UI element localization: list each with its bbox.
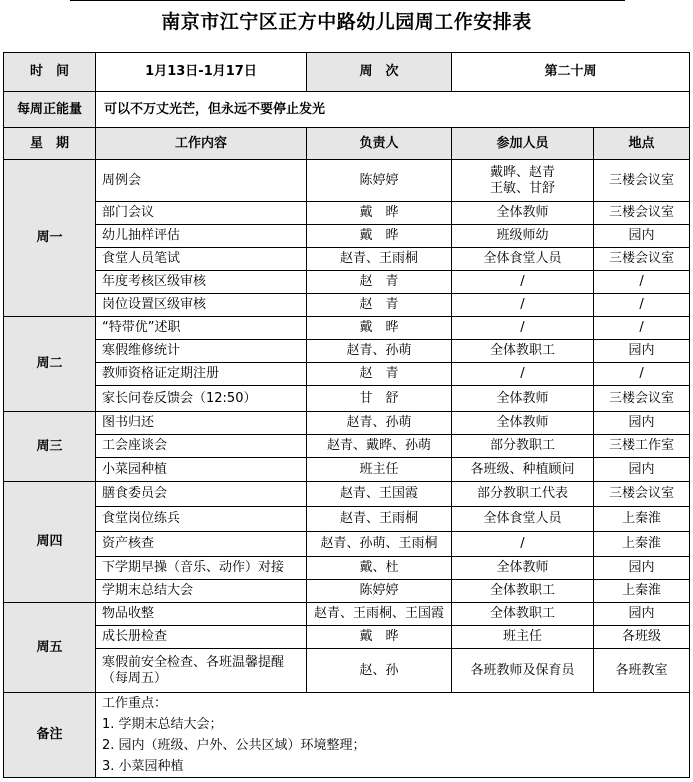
- task-owner: 赵青、王雨桐、王国霞: [307, 603, 452, 626]
- table-row: [4, 386, 690, 412]
- task-content: 周例会: [96, 160, 307, 202]
- task-owner: 戴 晔: [307, 317, 452, 340]
- task-content: 家长问卷反馈会（12:50）: [96, 386, 307, 412]
- notes-row: [4, 693, 690, 778]
- task-location: /: [594, 271, 690, 294]
- time-label: 时 间: [4, 53, 96, 92]
- task-participants: 全体教师: [452, 386, 594, 412]
- task-participants: 全体教职工: [452, 580, 594, 603]
- task-location: 各班级: [594, 626, 690, 649]
- day-label: 周二: [4, 317, 96, 412]
- task-participants: 部分教职工: [452, 435, 594, 458]
- table-row: [4, 649, 690, 693]
- task-location: 园内: [594, 340, 690, 363]
- week-label: 周 次: [307, 53, 452, 92]
- table-row: [4, 363, 690, 386]
- task-owner: 赵青、王雨桐: [307, 507, 452, 532]
- table-row: [4, 532, 690, 557]
- table-row: [4, 294, 690, 317]
- task-content: 下学期早操（音乐、动作）对接: [96, 557, 307, 580]
- task-content: 小菜园种植: [96, 458, 307, 482]
- header-owner: 负责人: [307, 128, 452, 160]
- info-row: [4, 53, 690, 92]
- task-location: /: [594, 317, 690, 340]
- task-participants: /: [452, 317, 594, 340]
- task-content: 图书归还: [96, 412, 307, 435]
- task-location: /: [594, 363, 690, 386]
- task-location: 三楼会议室: [594, 160, 690, 202]
- task-content: 食堂人员笔试: [96, 248, 307, 271]
- task-content: 资产核查: [96, 532, 307, 557]
- task-owner: 戴 晔: [307, 202, 452, 225]
- task-owner: 赵青、孙萌: [307, 412, 452, 435]
- task-participants: /: [452, 271, 594, 294]
- task-location: 三楼工作室: [594, 435, 690, 458]
- task-content: 幼儿抽样评估: [96, 225, 307, 248]
- task-participants: 全体教职工: [452, 340, 594, 363]
- task-location: 园内: [594, 557, 690, 580]
- task-participants: 全体教师: [452, 202, 594, 225]
- table-row: [4, 458, 690, 482]
- table-row: [4, 160, 690, 202]
- table-row: [4, 225, 690, 248]
- task-content: 年度考核区级审核: [96, 271, 307, 294]
- task-owner: 赵青、王国霞: [307, 482, 452, 507]
- week-value: 第二十周: [452, 53, 690, 92]
- notes-item: 1. 学期末总结大会；: [102, 717, 223, 732]
- day-label: 周一: [4, 160, 96, 317]
- task-owner: 戴、杜: [307, 557, 452, 580]
- task-participants: 部分教职工代表: [452, 482, 594, 507]
- task-location: 三楼会议室: [594, 248, 690, 271]
- task-owner: 赵青、孙萌: [307, 340, 452, 363]
- table-row: [4, 580, 690, 603]
- task-participants: 戴晔、赵青 王敏、甘舒: [452, 160, 594, 202]
- table-row: [4, 557, 690, 580]
- header-day: 星 期: [4, 128, 96, 160]
- task-owner: 陈婷婷: [307, 580, 452, 603]
- notes-label: 备注: [4, 693, 96, 778]
- task-owner: 赵 青: [307, 271, 452, 294]
- task-participants: 全体教师: [452, 412, 594, 435]
- notes-item: 3. 小菜园种植: [102, 759, 184, 774]
- time-value: 1月13日-1月17日: [96, 53, 307, 92]
- task-participants: 全体食堂人员: [452, 248, 594, 271]
- page-title: 南京市江宁区正方中路幼儿园周工作安排表: [161, 11, 532, 33]
- task-location: 上秦淮: [594, 507, 690, 532]
- task-participants: 各班级、种植顾问: [452, 458, 594, 482]
- notes-item: 2. 园内（班级、户外、公共区域）环境整理；: [102, 738, 366, 753]
- table-row: [4, 340, 690, 363]
- task-location: 三楼会议室: [594, 386, 690, 412]
- day-label: 周四: [4, 482, 96, 603]
- table-row: [4, 435, 690, 458]
- header-location: 地点: [594, 128, 690, 160]
- top-rule: [70, 0, 625, 1]
- task-participants: /: [452, 294, 594, 317]
- table-row: [4, 412, 690, 435]
- task-owner: 戴 晔: [307, 225, 452, 248]
- task-owner: 陈婷婷: [307, 160, 452, 202]
- task-content: 教师资格证定期注册: [96, 363, 307, 386]
- task-location: 园内: [594, 225, 690, 248]
- energy-label: 每周正能量: [4, 92, 96, 128]
- day-label: 周五: [4, 603, 96, 693]
- task-content: 部门会议: [96, 202, 307, 225]
- day-label: 周三: [4, 412, 96, 482]
- header-row: [4, 128, 690, 160]
- task-content: 膳食委员会: [96, 482, 307, 507]
- task-location: 上秦淮: [594, 532, 690, 557]
- header-content: 工作内容: [96, 128, 307, 160]
- task-participants: 班主任: [452, 626, 594, 649]
- notes-heading: 工作重点：: [102, 696, 168, 711]
- task-location: 园内: [594, 603, 690, 626]
- task-participants: 全体食堂人员: [452, 507, 594, 532]
- task-content: 寒假前安全检查、各班温馨提醒 （每周五）: [96, 649, 307, 693]
- task-participants: /: [452, 363, 594, 386]
- task-participants: 班级师幼: [452, 225, 594, 248]
- task-owner: 赵青、孙萌、王雨桐: [307, 532, 452, 557]
- table-row: [4, 202, 690, 225]
- energy-text: 可以不万丈光芒，但永远不要停止发光: [96, 92, 690, 128]
- schedule-table: [3, 52, 690, 778]
- task-location: 园内: [594, 412, 690, 435]
- task-participants: 各班教师及保育员: [452, 649, 594, 693]
- task-participants: 全体教师: [452, 557, 594, 580]
- energy-row: [4, 92, 690, 128]
- table-row: [4, 271, 690, 294]
- task-content: 寒假维修统计: [96, 340, 307, 363]
- task-owner: 赵 青: [307, 363, 452, 386]
- task-content: 学期末总结大会: [96, 580, 307, 603]
- table-row: [4, 603, 690, 626]
- task-location: /: [594, 294, 690, 317]
- table-row: [4, 317, 690, 340]
- task-location: 园内: [594, 458, 690, 482]
- table-row: [4, 248, 690, 271]
- notes-content: [96, 693, 690, 778]
- table-row: [4, 482, 690, 507]
- task-owner: 甘 舒: [307, 386, 452, 412]
- task-participants: 全体教职工: [452, 603, 594, 626]
- task-participants: /: [452, 532, 594, 557]
- task-location: 各班教室: [594, 649, 690, 693]
- task-owner: 班主任: [307, 458, 452, 482]
- task-content: 工会座谈会: [96, 435, 307, 458]
- task-content: 岗位设置区级审核: [96, 294, 307, 317]
- table-row: [4, 626, 690, 649]
- task-location: 三楼会议室: [594, 482, 690, 507]
- header-participants: 参加人员: [452, 128, 594, 160]
- task-owner: 赵、孙: [307, 649, 452, 693]
- task-content: 物品收整: [96, 603, 307, 626]
- task-content: “特带优”述职: [96, 317, 307, 340]
- task-content: 成长册检查: [96, 626, 307, 649]
- task-owner: 戴 晔: [307, 626, 452, 649]
- task-location: 上秦淮: [594, 580, 690, 603]
- task-location: 三楼会议室: [594, 202, 690, 225]
- task-content: 食堂岗位练兵: [96, 507, 307, 532]
- table-row: [4, 507, 690, 532]
- task-owner: 赵青、戴晔、孙萌: [307, 435, 452, 458]
- task-owner: 赵 青: [307, 294, 452, 317]
- task-owner: 赵青、王雨桐: [307, 248, 452, 271]
